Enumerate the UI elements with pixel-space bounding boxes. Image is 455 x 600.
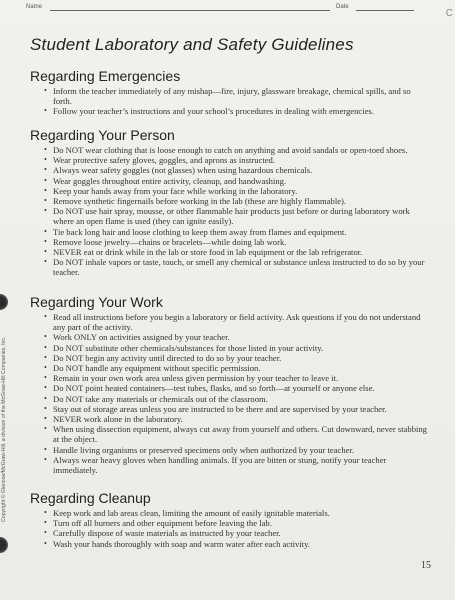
- bullet-icon: •: [44, 196, 47, 206]
- guideline-item: [44, 86, 430, 106]
- bullet-icon: •: [44, 226, 47, 236]
- bullet-icon: •: [44, 86, 47, 95]
- guideline-text: Carefully dispose of waste materials as instructed by your teacher.: [53, 528, 281, 539]
- guideline-item: [44, 155, 430, 165]
- guideline-text: Do NOT begin any activity until directed to do so by your teacher.: [53, 352, 282, 363]
- guideline-item: [44, 186, 430, 196]
- corner-mark: C: [445, 8, 453, 19]
- guideline-item: [44, 518, 430, 528]
- page-title: Student Laboratory and Safety Guidelines: [30, 35, 354, 54]
- bullet-icon: •: [44, 155, 47, 165]
- guideline-item: [44, 227, 430, 237]
- guideline-text: Stay out of storage areas unless you are instructed to be there and are supervised by your teacher.: [53, 403, 387, 414]
- guideline-text: Remove loose jewelry—chains or bracelets—while doing lab work.: [53, 236, 287, 247]
- section-heading: Regarding Cleanup: [30, 490, 151, 506]
- guideline-text: When using dissection equipment, always cut away from yourself and others. Cut downward, never stabbing at the object.: [53, 424, 427, 445]
- guideline-item: [44, 528, 430, 538]
- bullet-icon: •: [44, 206, 47, 216]
- guideline-item: [44, 373, 430, 383]
- guideline-item: [44, 257, 430, 277]
- guideline-item: [44, 404, 430, 414]
- guideline-item: [44, 353, 430, 363]
- guideline-text: Remove synthetic fingernails before working in the lab (these are highly flammable).: [53, 196, 347, 207]
- guideline-text: Always wear safety goggles (not glasses) when using hazardous chemicals.: [53, 165, 313, 176]
- section-cleanup: [30, 490, 430, 549]
- guideline-item: [44, 145, 430, 155]
- guideline-item: [44, 414, 430, 424]
- bullet-icon: •: [44, 312, 47, 321]
- guideline-text: Work ONLY on activities assigned by your teacher.: [53, 332, 230, 343]
- guideline-item: [44, 247, 430, 257]
- name-field-line: [50, 10, 330, 11]
- guideline-list: [30, 312, 430, 475]
- bullet-icon: •: [44, 454, 47, 464]
- guideline-item: [44, 445, 430, 455]
- bullet-icon: •: [44, 363, 47, 373]
- name-label: Name: [26, 4, 43, 10]
- bullet-icon: •: [44, 538, 47, 548]
- guideline-text: Do NOT inhale vapors or taste, touch, or smell any chemical or substance unless instructed to do so by your teacher.: [53, 257, 425, 278]
- bullet-icon: •: [44, 383, 47, 393]
- bullet-icon: •: [44, 175, 47, 185]
- bullet-icon: •: [44, 247, 47, 257]
- guideline-item: [44, 508, 430, 518]
- bullet-icon: •: [44, 236, 47, 246]
- bullet-icon: •: [44, 393, 47, 403]
- section-emergencies: [30, 68, 430, 117]
- bullet-icon: •: [44, 508, 47, 517]
- bullet-icon: •: [44, 373, 47, 383]
- guideline-list: [30, 145, 430, 278]
- bullet-icon: •: [44, 342, 47, 352]
- guideline-item: [44, 165, 430, 175]
- guideline-text: NEVER work alone in the laboratory.: [53, 414, 183, 425]
- guideline-text: Follow your teacher’s instructions and your school’s procedures in dealing with emergencies.: [53, 106, 374, 117]
- guideline-text: Do NOT wear clothing that is loose enough to catch on anything and avoid sandals or open-toed shoes.: [53, 145, 408, 155]
- bullet-icon: •: [44, 185, 47, 195]
- guideline-text: Wear protective safety gloves, goggles, and aprons as instructed.: [53, 155, 275, 166]
- guideline-text: Remain in your own work area unless given permission by your teacher to leave it.: [53, 373, 339, 384]
- bullet-icon: •: [44, 165, 47, 175]
- guideline-list: [30, 508, 430, 549]
- copyright-notice: Copyright © Glencoe/McGraw-Hill, a division of the McGraw-Hill Companies, Inc.: [1, 336, 7, 522]
- guideline-text: Keep your hands away from your face while working in the laboratory.: [53, 185, 298, 196]
- bullet-icon: •: [44, 528, 47, 538]
- date-label: Date: [336, 4, 349, 10]
- guideline-text: Inform the teacher immediately of any mishap—fire, injury, glassware breakage, chemical spills, and so forth.: [53, 86, 411, 107]
- guideline-item: [44, 394, 430, 404]
- page-number: 15: [421, 560, 431, 571]
- guideline-item: [44, 332, 430, 342]
- guideline-list: [30, 86, 430, 117]
- guideline-text: NEVER eat or drink while in the lab or store food in lab equipment or the lab refrigerator.: [53, 247, 363, 258]
- guideline-item: [44, 312, 430, 332]
- guideline-text: Wear goggles throughout entire activity, cleanup, and handwashing.: [53, 175, 287, 186]
- bullet-icon: •: [44, 332, 47, 342]
- guideline-text: Turn off all burners and other equipment before leaving the lab.: [53, 518, 272, 529]
- guideline-text: Keep work and lab areas clean, limiting the amount of easily ignitable materials.: [53, 508, 330, 518]
- guideline-text: Do NOT point heated containers—test tubes, flasks, and so forth—at yourself or anyone else.: [53, 383, 375, 394]
- guideline-item: [44, 455, 430, 475]
- guideline-text: Do NOT substitute other chemicals/substances for those listed in your activity.: [53, 342, 324, 353]
- section-work: [30, 294, 430, 475]
- guideline-text: Read all instructions before you begin a laboratory or field activity. Ask questions if you do not understand any part of the activity.: [53, 312, 421, 333]
- section-heading: Regarding Emergencies: [30, 68, 181, 84]
- guideline-item: [44, 343, 430, 353]
- guideline-item: [44, 539, 430, 549]
- guideline-item: [44, 196, 430, 206]
- bullet-icon: •: [44, 403, 47, 413]
- guideline-text: Tie back long hair and loose clothing to keep them away from flames and equipment.: [53, 226, 347, 237]
- guideline-text: Do NOT take any materials or chemicals out of the classroom.: [53, 393, 268, 404]
- date-field-line: [356, 10, 414, 11]
- section-heading: Regarding Your Person: [30, 127, 175, 143]
- guideline-item: [44, 176, 430, 186]
- bullet-icon: •: [44, 444, 47, 454]
- bullet-icon: •: [44, 414, 47, 424]
- guideline-item: [44, 383, 430, 393]
- bullet-icon: •: [44, 257, 47, 267]
- section-person: [30, 127, 430, 278]
- guideline-text: Wash your hands thoroughly with soap and warm water after each activity.: [53, 538, 310, 549]
- guideline-item: [44, 106, 430, 116]
- guideline-item: [44, 237, 430, 247]
- guideline-item: [44, 206, 430, 226]
- guideline-text: Handle living organisms or preserved specimens only when authorized by your teacher.: [53, 444, 355, 455]
- guideline-item: [44, 424, 430, 444]
- bullet-icon: •: [44, 518, 47, 528]
- guideline-text: Always wear heavy gloves when handling animals. If you are bitten or stung, notify your teacher immediately.: [53, 454, 387, 476]
- guideline-text: Do NOT use hair spray, mousse, or other flammable hair products just before or during laboratory work where an open flame is used (they can ignite easily).: [53, 206, 410, 227]
- bullet-icon: •: [44, 352, 47, 362]
- section-heading: Regarding Your Work: [30, 294, 163, 310]
- bullet-icon: •: [44, 424, 47, 434]
- punch-hole: [0, 294, 8, 310]
- bullet-icon: •: [44, 145, 47, 154]
- punch-hole: [0, 537, 8, 553]
- guideline-text: Do NOT handle any equipment without specific permission.: [53, 363, 261, 374]
- guideline-item: [44, 363, 430, 373]
- bullet-icon: •: [44, 106, 47, 116]
